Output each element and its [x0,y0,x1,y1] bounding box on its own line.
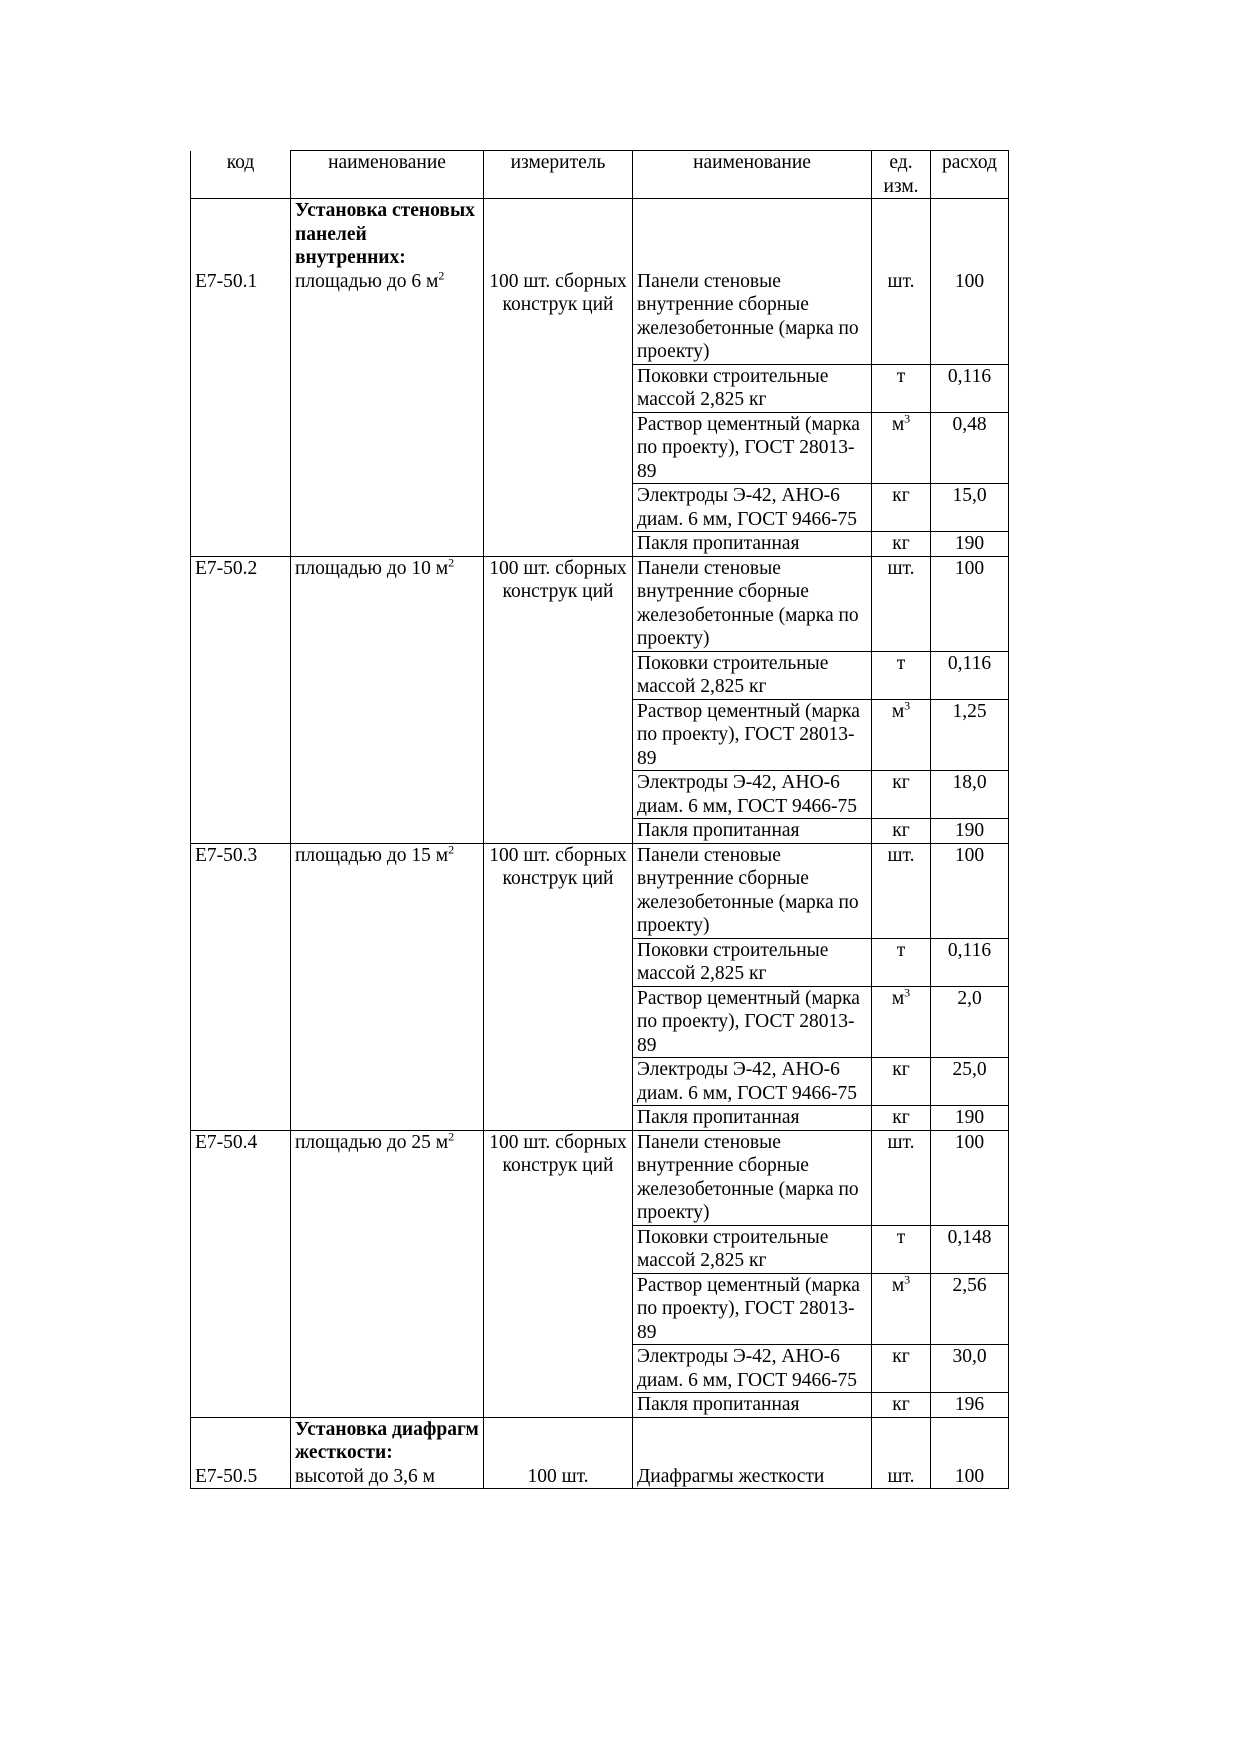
norm-code: Е7-50.1 [195,270,258,292]
material-qty-cell [931,484,1009,532]
material-name-cell [633,1417,872,1489]
material-name-cell [633,556,872,651]
material-qty: 18,0 [952,772,987,793]
header-measure: измеритель [484,151,633,199]
material-name: Раствор цементный (марка по проекту), ГОСТ 28013-89 [637,700,860,769]
material-unit: кг [892,820,910,841]
material-qty: 15,0 [952,485,987,506]
work-name-cell [291,199,484,557]
norm-code-cell [191,1417,291,1489]
material-unit-cell [872,556,931,651]
material-qty: 100 [954,1131,985,1153]
material-unit-cell [872,843,931,938]
measure-cell [484,556,633,843]
table-header-row [191,151,1009,199]
material-unit: кг [892,1059,910,1080]
material-qty-cell [931,1417,1009,1489]
material-qty-cell [931,843,1009,938]
material-name: Пакля пропитанная [637,1394,800,1415]
norm-code-cell [191,556,291,843]
measure-cell [484,1130,633,1417]
material-name-cell [633,986,872,1058]
material-qty: 25,0 [952,1059,987,1080]
norm-code-cell [191,843,291,1130]
material-qty-cell [931,1106,1009,1131]
measure: 100 шт. сборных конструк ций [489,1131,627,1176]
material-unit: шт. [887,1131,915,1153]
material-qty: 2,56 [952,1274,987,1296]
work-name-superscript: 2 [438,268,445,282]
norms-table [190,150,1009,1489]
material-unit-cell [872,1417,931,1489]
header-material-name: наименование [633,151,872,199]
material-qty: 190 [954,820,985,841]
work-name: площадью до 25 м [295,1131,449,1153]
material-unit-cell [872,1345,931,1393]
material-unit-cell [872,771,931,819]
material-qty-cell [931,819,1009,844]
work-name-superscript: 2 [448,843,455,856]
material-unit-cell [872,986,931,1058]
material-name: Раствор цементный (марка по проекту), ГОСТ 28013-89 [637,413,860,482]
material-qty-cell [931,556,1009,651]
material-qty-cell [931,651,1009,699]
table-row [191,1417,1009,1489]
material-name-cell [633,199,872,365]
material-qty: 100 [954,557,985,579]
material-unit: м [891,700,905,722]
material-name-cell [633,1106,872,1131]
work-name-superscript: 2 [448,1130,455,1143]
material-unit-cell [872,938,931,986]
material-qty-cell [931,1058,1009,1106]
table-row [191,556,1009,651]
row-spacer [637,199,867,270]
measure: 100 шт. сборных конструк ций [489,844,627,889]
material-unit-cell [872,532,931,557]
material-name-cell [633,1225,872,1273]
material-qty-cell [931,771,1009,819]
material-unit-superscript: 3 [904,699,911,712]
code-spacer [195,1418,286,1465]
material-unit-cell [872,1225,931,1273]
work-name-superscript: 2 [448,556,455,569]
material-unit-cell [872,1058,931,1106]
work-name-cell [291,843,484,1130]
norm-code: Е7-50.5 [195,1465,258,1487]
material-name-cell [633,938,872,986]
material-qty: 100 [954,270,985,292]
material-unit: кг [892,485,910,506]
material-qty-cell [931,699,1009,771]
material-unit: м [891,987,905,1009]
material-unit-cell [872,699,931,771]
material-name: Панели стеновые внутренние сборные железобетонные (марка по проекту) [637,270,859,362]
material-name: Электроды Э-42, АНО-6 диам. 6 мм, ГОСТ 9466-75 [637,772,858,817]
material-name-cell [633,651,872,699]
material-unit-cell [872,651,931,699]
measure-spacer [488,1418,628,1465]
material-name-cell [633,1058,872,1106]
material-qty-cell [931,364,1009,412]
table-row [191,843,1009,938]
material-name: Поковки строительные массой 2,825 кг [637,652,829,697]
measure: 100 шт. сборных конструк ций [489,557,627,602]
header-unit: ед. изм. [872,151,931,199]
material-qty: 0,116 [947,365,992,387]
work-name: площадью до 10 м [295,557,449,579]
material-name: Поковки строительные массой 2,825 кг [637,939,829,984]
header-work-name: наименование [291,151,484,199]
material-unit: т [896,365,906,387]
table-body [191,199,1009,1489]
row-spacer [876,1418,926,1465]
material-name: Панели стеновые внутренние сборные железобетонные (марка по проекту) [637,844,859,936]
work-name-cell [291,556,484,843]
material-unit: кг [892,1346,910,1367]
material-name-cell [633,532,872,557]
material-qty-cell [931,199,1009,365]
work-name-cell [291,1417,484,1489]
material-qty-cell [931,1345,1009,1393]
material-qty-cell [931,1225,1009,1273]
material-unit: шт. [887,557,915,579]
header-consumption: расход [931,151,1009,199]
material-name: Пакля пропитанная [637,533,800,554]
material-name-cell [633,364,872,412]
material-name: Электроды Э-42, АНО-6 диам. 6 мм, ГОСТ 9466-75 [637,1346,858,1391]
material-qty: 190 [954,1107,985,1128]
material-unit-superscript: 3 [904,986,911,999]
material-qty: 30,0 [952,1346,987,1367]
material-qty: 0,116 [947,652,992,674]
material-name: Диафрагмы жесткости [637,1465,825,1487]
material-name-cell [633,1273,872,1345]
material-name: Панели стеновые внутренние сборные железобетонные (марка по проекту) [637,557,859,649]
material-qty-cell [931,986,1009,1058]
material-name-cell [633,699,872,771]
material-qty: 196 [954,1394,985,1415]
measure-cell [484,843,633,1130]
norm-code-cell [191,1130,291,1417]
table-row [191,199,1009,365]
material-unit-superscript: 3 [904,1273,911,1286]
material-name-cell [633,843,872,938]
material-qty-cell [931,938,1009,986]
material-name: Электроды Э-42, АНО-6 диам. 6 мм, ГОСТ 9466-75 [637,485,858,530]
material-unit: шт. [887,844,915,866]
material-qty-cell [931,1393,1009,1418]
material-unit: т [896,939,906,961]
material-name: Электроды Э-42, АНО-6 диам. 6 мм, ГОСТ 9466-75 [637,1059,858,1104]
material-name-cell [633,1130,872,1225]
material-name: Пакля пропитанная [637,820,800,841]
material-unit-cell [872,819,931,844]
material-name: Поковки строительные массой 2,825 кг [637,1226,829,1271]
norm-code-cell [191,199,291,557]
material-name: Панели стеновые внутренние сборные железобетонные (марка по проекту) [637,1131,859,1223]
material-unit: кг [892,772,910,793]
material-unit-cell [872,1393,931,1418]
material-name-cell [633,412,872,484]
material-unit-superscript: 3 [904,412,911,425]
material-name-cell [633,1393,872,1418]
material-unit-cell [872,412,931,484]
row-spacer [876,199,926,270]
material-qty: 190 [954,533,985,554]
material-qty: 0,48 [952,413,987,435]
row-spacer [935,1418,1004,1465]
material-name-cell [633,1345,872,1393]
material-name: Раствор цементный (марка по проекту), ГОСТ 28013-89 [637,1274,860,1343]
material-qty: 100 [954,1465,985,1487]
material-qty: 2,0 [957,987,982,1009]
material-qty: 0,148 [947,1226,992,1248]
material-name-cell [633,771,872,819]
material-qty: 1,25 [952,700,987,722]
material-unit-cell [872,199,931,365]
norm-code: Е7-50.3 [195,844,258,866]
norm-code: Е7-50.4 [195,1131,258,1153]
material-unit: шт. [887,270,915,292]
work-name: высотой до 3,6 м [295,1465,435,1487]
norm-code: Е7-50.2 [195,557,258,579]
material-unit: м [891,1274,905,1296]
work-name: площадью до 15 м [295,844,449,866]
row-spacer [935,199,1004,270]
material-unit-cell [872,484,931,532]
material-unit: м [891,413,905,435]
material-name: Раствор цементный (марка по проекту), ГОСТ 28013-89 [637,987,860,1056]
material-qty-cell [931,1273,1009,1345]
material-unit-cell [872,1106,931,1131]
header-code: код [191,151,291,199]
material-name-cell [633,819,872,844]
material-qty-cell [931,412,1009,484]
measure-cell [484,199,633,557]
section-title: Установка стеновых панелей внутренних: [295,200,475,268]
material-unit-cell [872,364,931,412]
material-unit: шт. [887,1465,915,1487]
table-row [191,1130,1009,1225]
material-name-cell [633,484,872,532]
work-name: площадью до 6 м [295,270,439,292]
material-unit: кг [892,1107,910,1128]
material-qty: 0,116 [947,939,992,961]
material-qty-cell [931,1130,1009,1225]
material-unit: т [896,1226,906,1248]
material-unit: т [896,652,906,674]
material-unit-cell [872,1273,931,1345]
material-qty-cell [931,532,1009,557]
measure-spacer [488,199,628,270]
section-title: Установка диафрагм жесткости: [295,1418,479,1463]
material-unit-cell [872,1130,931,1225]
measure-cell [484,1417,633,1489]
material-name: Пакля пропитанная [637,1107,800,1128]
measure: 100 шт. [527,1465,589,1487]
material-qty: 100 [954,844,985,866]
code-spacer [195,199,286,270]
norms-sheet [190,150,1008,1489]
material-unit: кг [892,1394,910,1415]
work-name-cell [291,1130,484,1417]
material-name: Поковки строительные массой 2,825 кг [637,365,829,410]
measure: 100 шт. сборных конструк ций [489,270,627,315]
row-spacer [637,1418,867,1465]
material-unit: кг [892,533,910,554]
